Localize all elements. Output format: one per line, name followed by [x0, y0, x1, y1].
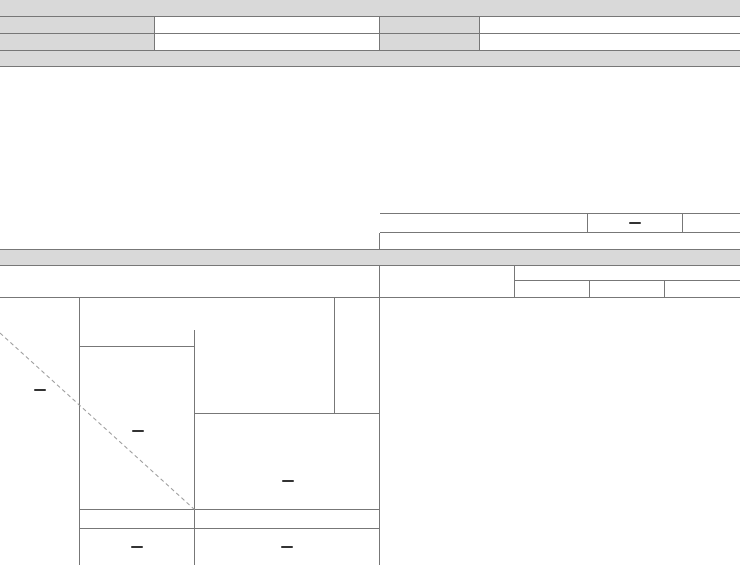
diagonal-line [0, 333, 195, 510]
project-name [155, 17, 380, 34]
verify-col-header [590, 281, 665, 298]
bike-parking-label [380, 214, 588, 233]
spec-col-header [515, 281, 590, 298]
diagonal-lines [0, 298, 195, 510]
add-area-label [195, 423, 380, 440]
location [480, 34, 740, 51]
section-tech-title [0, 51, 740, 67]
spec-area-value [195, 364, 335, 381]
land-unit-label [380, 17, 480, 34]
parcel-code [155, 34, 380, 51]
under-add-area-value [195, 529, 380, 565]
location-label [380, 34, 480, 51]
section-other-title [0, 250, 740, 266]
under-add-area-label [195, 510, 380, 529]
total-col-header [665, 281, 740, 298]
parcel-label [0, 34, 155, 51]
bike-parking-value [588, 214, 683, 233]
add-area-value [195, 472, 380, 490]
area-header [515, 266, 740, 281]
parking-note [380, 195, 740, 214]
spec-area-label [195, 307, 335, 324]
bike-parking-unit [683, 214, 740, 233]
function-header [380, 266, 515, 298]
blank-cell [0, 233, 380, 250]
project-name-label [0, 17, 155, 34]
bike-note [380, 233, 740, 250]
nonfar-area-value [80, 529, 195, 565]
section-area-title [0, 266, 380, 298]
land-unit [480, 17, 740, 34]
aboveground-label [335, 298, 380, 414]
nonfar-area-label [80, 510, 195, 529]
section-overview-title [0, 0, 740, 17]
